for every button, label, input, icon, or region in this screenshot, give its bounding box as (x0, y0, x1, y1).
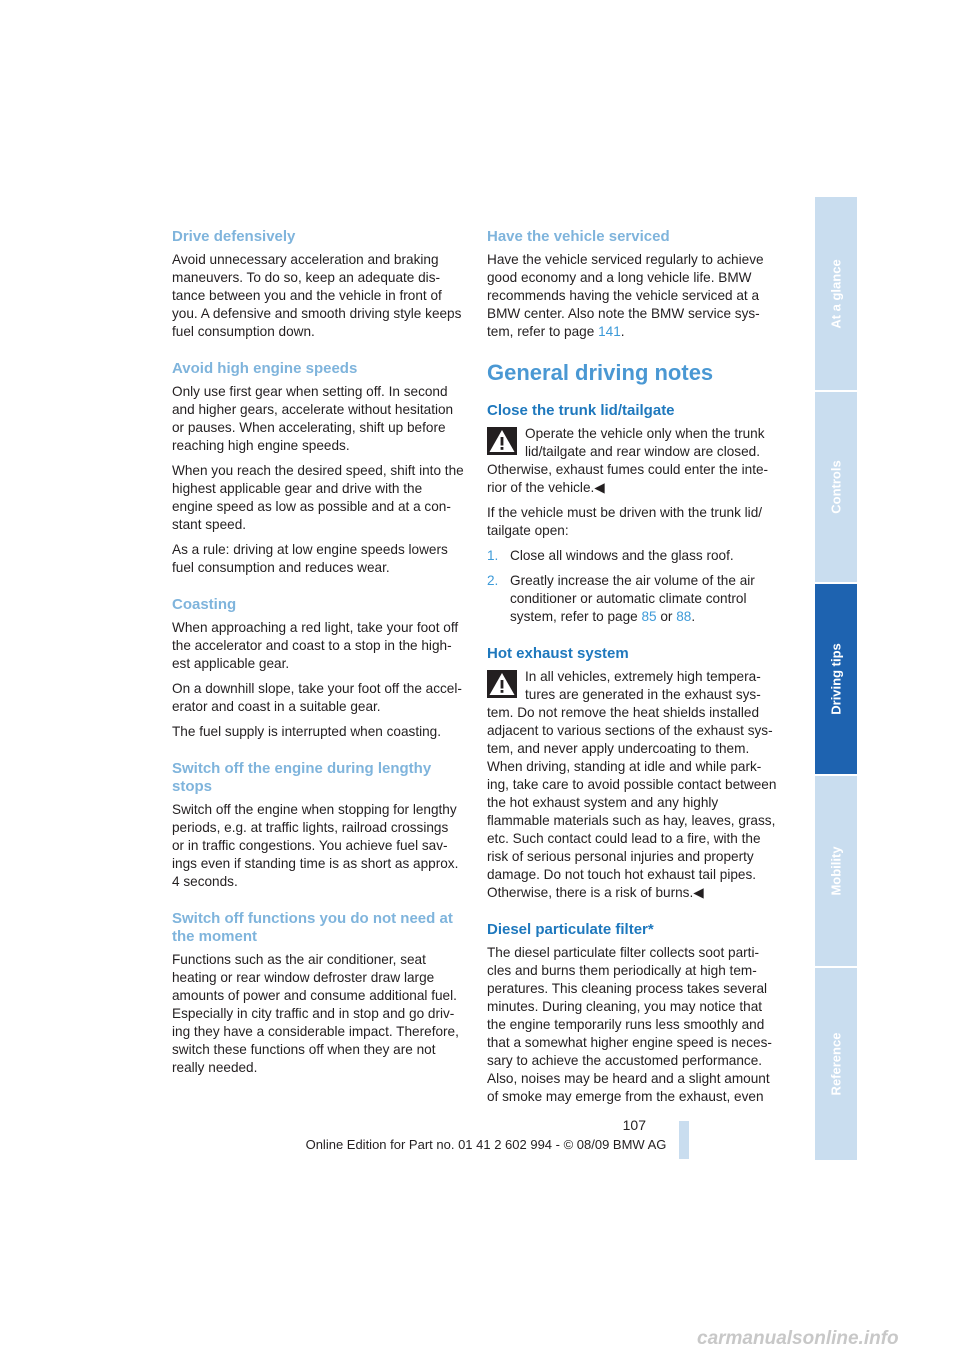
numbered-list (487, 547, 779, 626)
chapter-heading: General driving notes (487, 360, 714, 385)
list-item: 1. Close all windows and the glass roof. (487, 548, 734, 563)
section-vehicle-serviced (487, 228, 779, 341)
tab-mobility[interactable]: Mobility (815, 776, 857, 966)
section-high-engine-speeds (172, 360, 464, 577)
warning-triangle-icon (487, 670, 517, 698)
paragraph: When you reach the desired speed, shift into the highest applicable gear and drive with the engine speed as low as possible and at a con-stant speed. (172, 463, 464, 532)
paragraph: The diesel particulate filter collects soot parti-cles and burns them periodically at high tem-peratures. This cleaning process takes several minutes. During cleaning, you may notice that the engine temporarily runs less smoothly and that a somewhat higher engine speed is neces-sary to achieve the accustomed performance. Also, noises may be heard and a slight amount of smoke may emerge from the exhaust, even (487, 945, 772, 1104)
page-marker (679, 1121, 689, 1159)
right-column (487, 228, 779, 1125)
end-mark: ◀ (693, 885, 704, 900)
paragraph: Switch off the engine when stopping for lengthy periods, e.g. at traffic lights, railroad crossings or in traffic congestions. You achieve fuel sav-ings even if standing time is as short as approx. 4 seconds. (172, 802, 459, 889)
section-drive-defensively (172, 228, 464, 341)
footer-text: Online Edition for Part no. 01 41 2 602 994 - © 08/09 BMW AG (305, 1137, 667, 1152)
section-title: Hot exhaust system (487, 645, 629, 662)
section-switch-off-functions (172, 910, 464, 1077)
tab-controls[interactable]: Controls (815, 392, 857, 582)
section-title: Close the trunk lid/tailgate (487, 402, 675, 419)
paragraph: Only use first gear when setting off. In second and higher gears, accelerate without hesitation or pauses. When accelerating, shift up before reaching high engine speeds. (172, 384, 454, 453)
section-title: Drive defensively (172, 228, 296, 245)
section-hot-exhaust (487, 645, 779, 902)
tab-driving-tips[interactable]: Driving tips (815, 584, 857, 774)
end-mark: ◀ (594, 480, 605, 495)
section-title: Diesel particulate filter* (487, 921, 654, 938)
warning-triangle-icon (487, 427, 517, 455)
section-title: Coasting (172, 596, 237, 613)
list-item: 2. Greatly increase the air volume of the air conditioner or automatic climate control system, refer to page 85 or 88. (487, 573, 755, 624)
section-title: Have the vehicle serviced (487, 228, 670, 245)
paragraph: The fuel supply is interrupted when coasting. (172, 724, 442, 739)
section-title: Avoid high engine speeds (172, 360, 358, 377)
warning-note: In all vehicles, extremely high tempera-tures are generated in the exhaust sys-tem. Do not remove the heat shields installed adjacent to various sections of the exhaust sys-tem, and never apply undercoating to them. When driving, standing at idle and while park-ing, take care to avoid possible contact between the hot exhaust system and any highly flammable materials such as hay, leaves, grass, etc. Such contact could lead to a fire, with the risk of serious personal injuries and property damage. Do not touch hot exhaust tail pipes. Otherwise, there is a risk of burns.◀ (487, 669, 777, 900)
left-column (172, 228, 464, 1096)
side-tabs (815, 197, 857, 1160)
warning-note: Operate the vehicle only when the trunk lid/tailgate and rear window are closed. Otherwise, exhaust fumes could enter the inte-rior of the vehicle.◀ (487, 426, 769, 495)
page-link[interactable]: 85 (641, 609, 657, 624)
tab-at-a-glance[interactable]: At a glance (815, 197, 857, 390)
paragraph: Have the vehicle serviced regularly to achieve good economy and a long vehicle life. BMW recommends having the vehicle serviced at a BMW center. Also note the BMW service sys-tem, refer to page 141. (487, 252, 764, 339)
section-diesel-filter (487, 921, 779, 1106)
section-engine-off-stops (172, 760, 464, 891)
section-title: Switch off the engine during lengthy stops (172, 760, 432, 795)
paragraph: If the vehicle must be driven with the trunk lid/ tailgate open: (487, 505, 763, 538)
paragraph: As a rule: driving at low engine speeds lowers fuel consumption and reduces wear. (172, 542, 448, 575)
page-link[interactable]: 88 (676, 609, 692, 624)
section-coasting (172, 596, 464, 741)
paragraph: On a downhill slope, take your foot off the accel-erator and coast in a suitable gear. (172, 681, 462, 714)
tab-reference[interactable]: Reference (815, 968, 857, 1160)
paragraph: Avoid unnecessary acceleration and braking maneuvers. To do so, keep an adequate dis-tance between you and the vehicle in front of you. A defensive and smooth driving style keeps fuel consumption down. (172, 252, 462, 339)
section-title: Switch off functions you do not need at the moment (172, 910, 453, 945)
watermark: carmanualsonline.info (697, 1328, 899, 1349)
page-link[interactable]: 141 (598, 324, 621, 339)
paragraph: Functions such as the air conditioner, seat heating or rear window defroster draw large amounts of power and consume additional fuel. Especially in city traffic and in stop and go driv-ing they have a considerable impact. Therefore, switch these functions off when they are not really needed. (172, 952, 459, 1075)
paragraph: When approaching a red light, take your foot off the accelerator and coast to a stop in the high-est applicable gear. (172, 620, 459, 671)
section-trunk-lid (487, 402, 779, 626)
page-number: 107 (622, 1117, 646, 1133)
